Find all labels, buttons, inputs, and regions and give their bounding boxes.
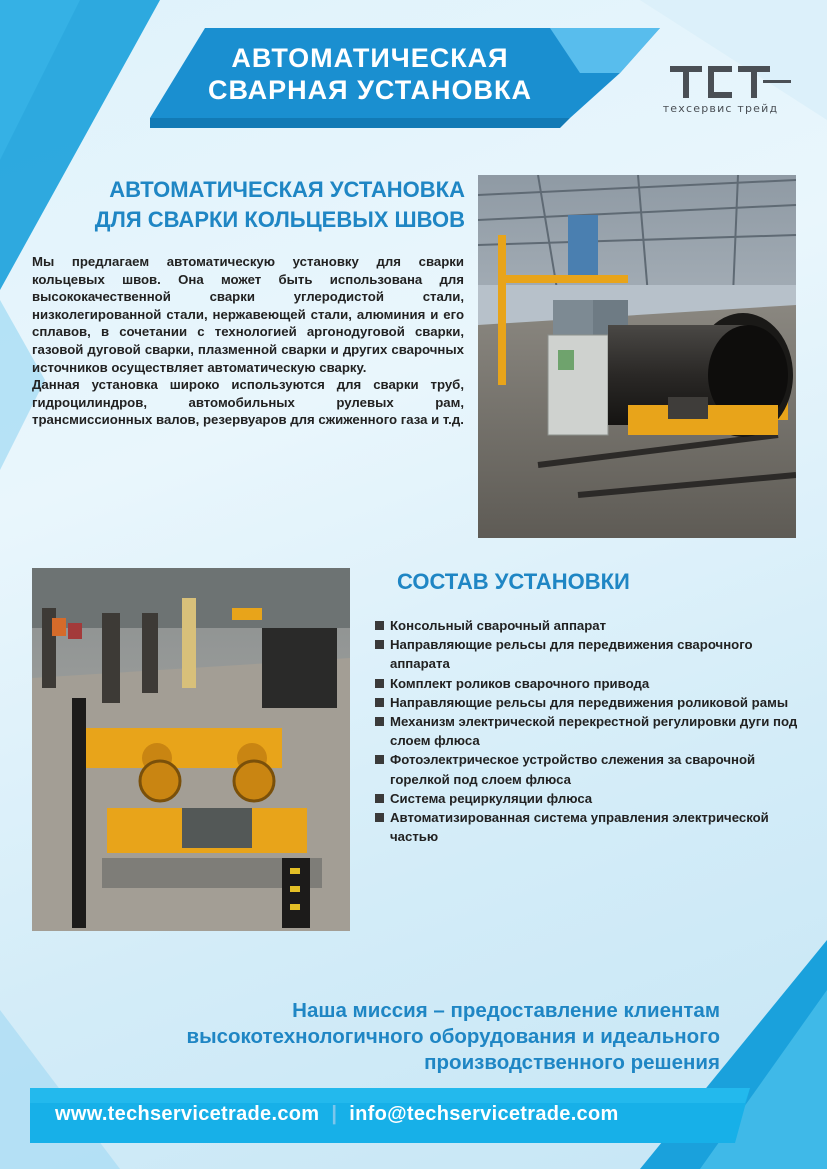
welding-installation-photo bbox=[478, 175, 796, 538]
list-item: Направляющие рельсы для передвижения сварочного аппарата bbox=[375, 635, 800, 673]
page-title bbox=[190, 42, 550, 106]
company-logo bbox=[638, 62, 803, 122]
mission-line2: высокотехнологичного оборудования и идеального bbox=[186, 1025, 720, 1048]
list-item: Механизм электрической перекрестной регулировки дуги под слоем флюса bbox=[375, 712, 800, 750]
mission-line1: Наша миссия – предоставление клиентам bbox=[292, 999, 720, 1022]
roller-stands-photo bbox=[32, 568, 350, 931]
list-item: Система рециркуляции флюса bbox=[375, 789, 800, 808]
footer-separator: | bbox=[331, 1103, 338, 1125]
list-item: Консольный сварочный аппарат bbox=[375, 616, 800, 635]
intro-paragraph-2: Данная установка широко используются для сварки труб, гидроцилиндров, автомобильных рулевых рам, трансмиссионных валов, резервуаров для сжиженного газа и т.д. bbox=[32, 377, 464, 428]
list-item: Фотоэлектрическое устройство слежения за сварочной горелкой под слоем флюса bbox=[375, 750, 800, 788]
footer-contacts bbox=[55, 1101, 775, 1127]
intro-paragraph-1: Мы предлагаем автоматическую установку для сварки кольцевых швов. Она может быть использована для высококачественной сварки углеродистой стали, низколегированной стали, нержавеющей стали, алюминия и его сплавов, в сочетании с технологией аргонодуговой сварки, газовой дуговой сварки, плазменной сварки и других сварочных источников осуществляет автоматическую сварку. bbox=[32, 254, 464, 375]
mission-line3: производственного решения bbox=[424, 1051, 720, 1074]
website-link[interactable]: www.techservicetrade.com bbox=[55, 1103, 320, 1125]
page-title-line1: АВТОМАТИЧЕСКАЯ bbox=[231, 43, 509, 73]
composition-heading: СОСТАВ УСТАНОВКИ bbox=[397, 569, 630, 594]
list-item: Комплект роликов сварочного привода bbox=[375, 674, 800, 693]
intro-heading bbox=[40, 175, 465, 235]
list-item: Направляющие рельсы для передвижения роликовой рамы bbox=[375, 693, 800, 712]
mission-statement bbox=[30, 998, 720, 1076]
intro-heading-line2: ДЛЯ СВАРКИ КОЛЬЦЕВЫХ ШВОВ bbox=[94, 207, 465, 232]
logo-tagline: техсервис трейд bbox=[662, 102, 779, 115]
composition-list bbox=[375, 616, 800, 846]
logo-mark bbox=[638, 62, 803, 102]
intro-heading-line1: АВТОМАТИЧЕСКАЯ УСТАНОВКА bbox=[109, 177, 465, 202]
list-item: Автоматизированная система управления электрической частью bbox=[375, 808, 800, 846]
email-link[interactable]: info@techservicetrade.com bbox=[349, 1103, 619, 1125]
page-title-line2: СВАРНАЯ УСТАНОВКА bbox=[208, 75, 532, 105]
intro-text bbox=[32, 253, 464, 429]
